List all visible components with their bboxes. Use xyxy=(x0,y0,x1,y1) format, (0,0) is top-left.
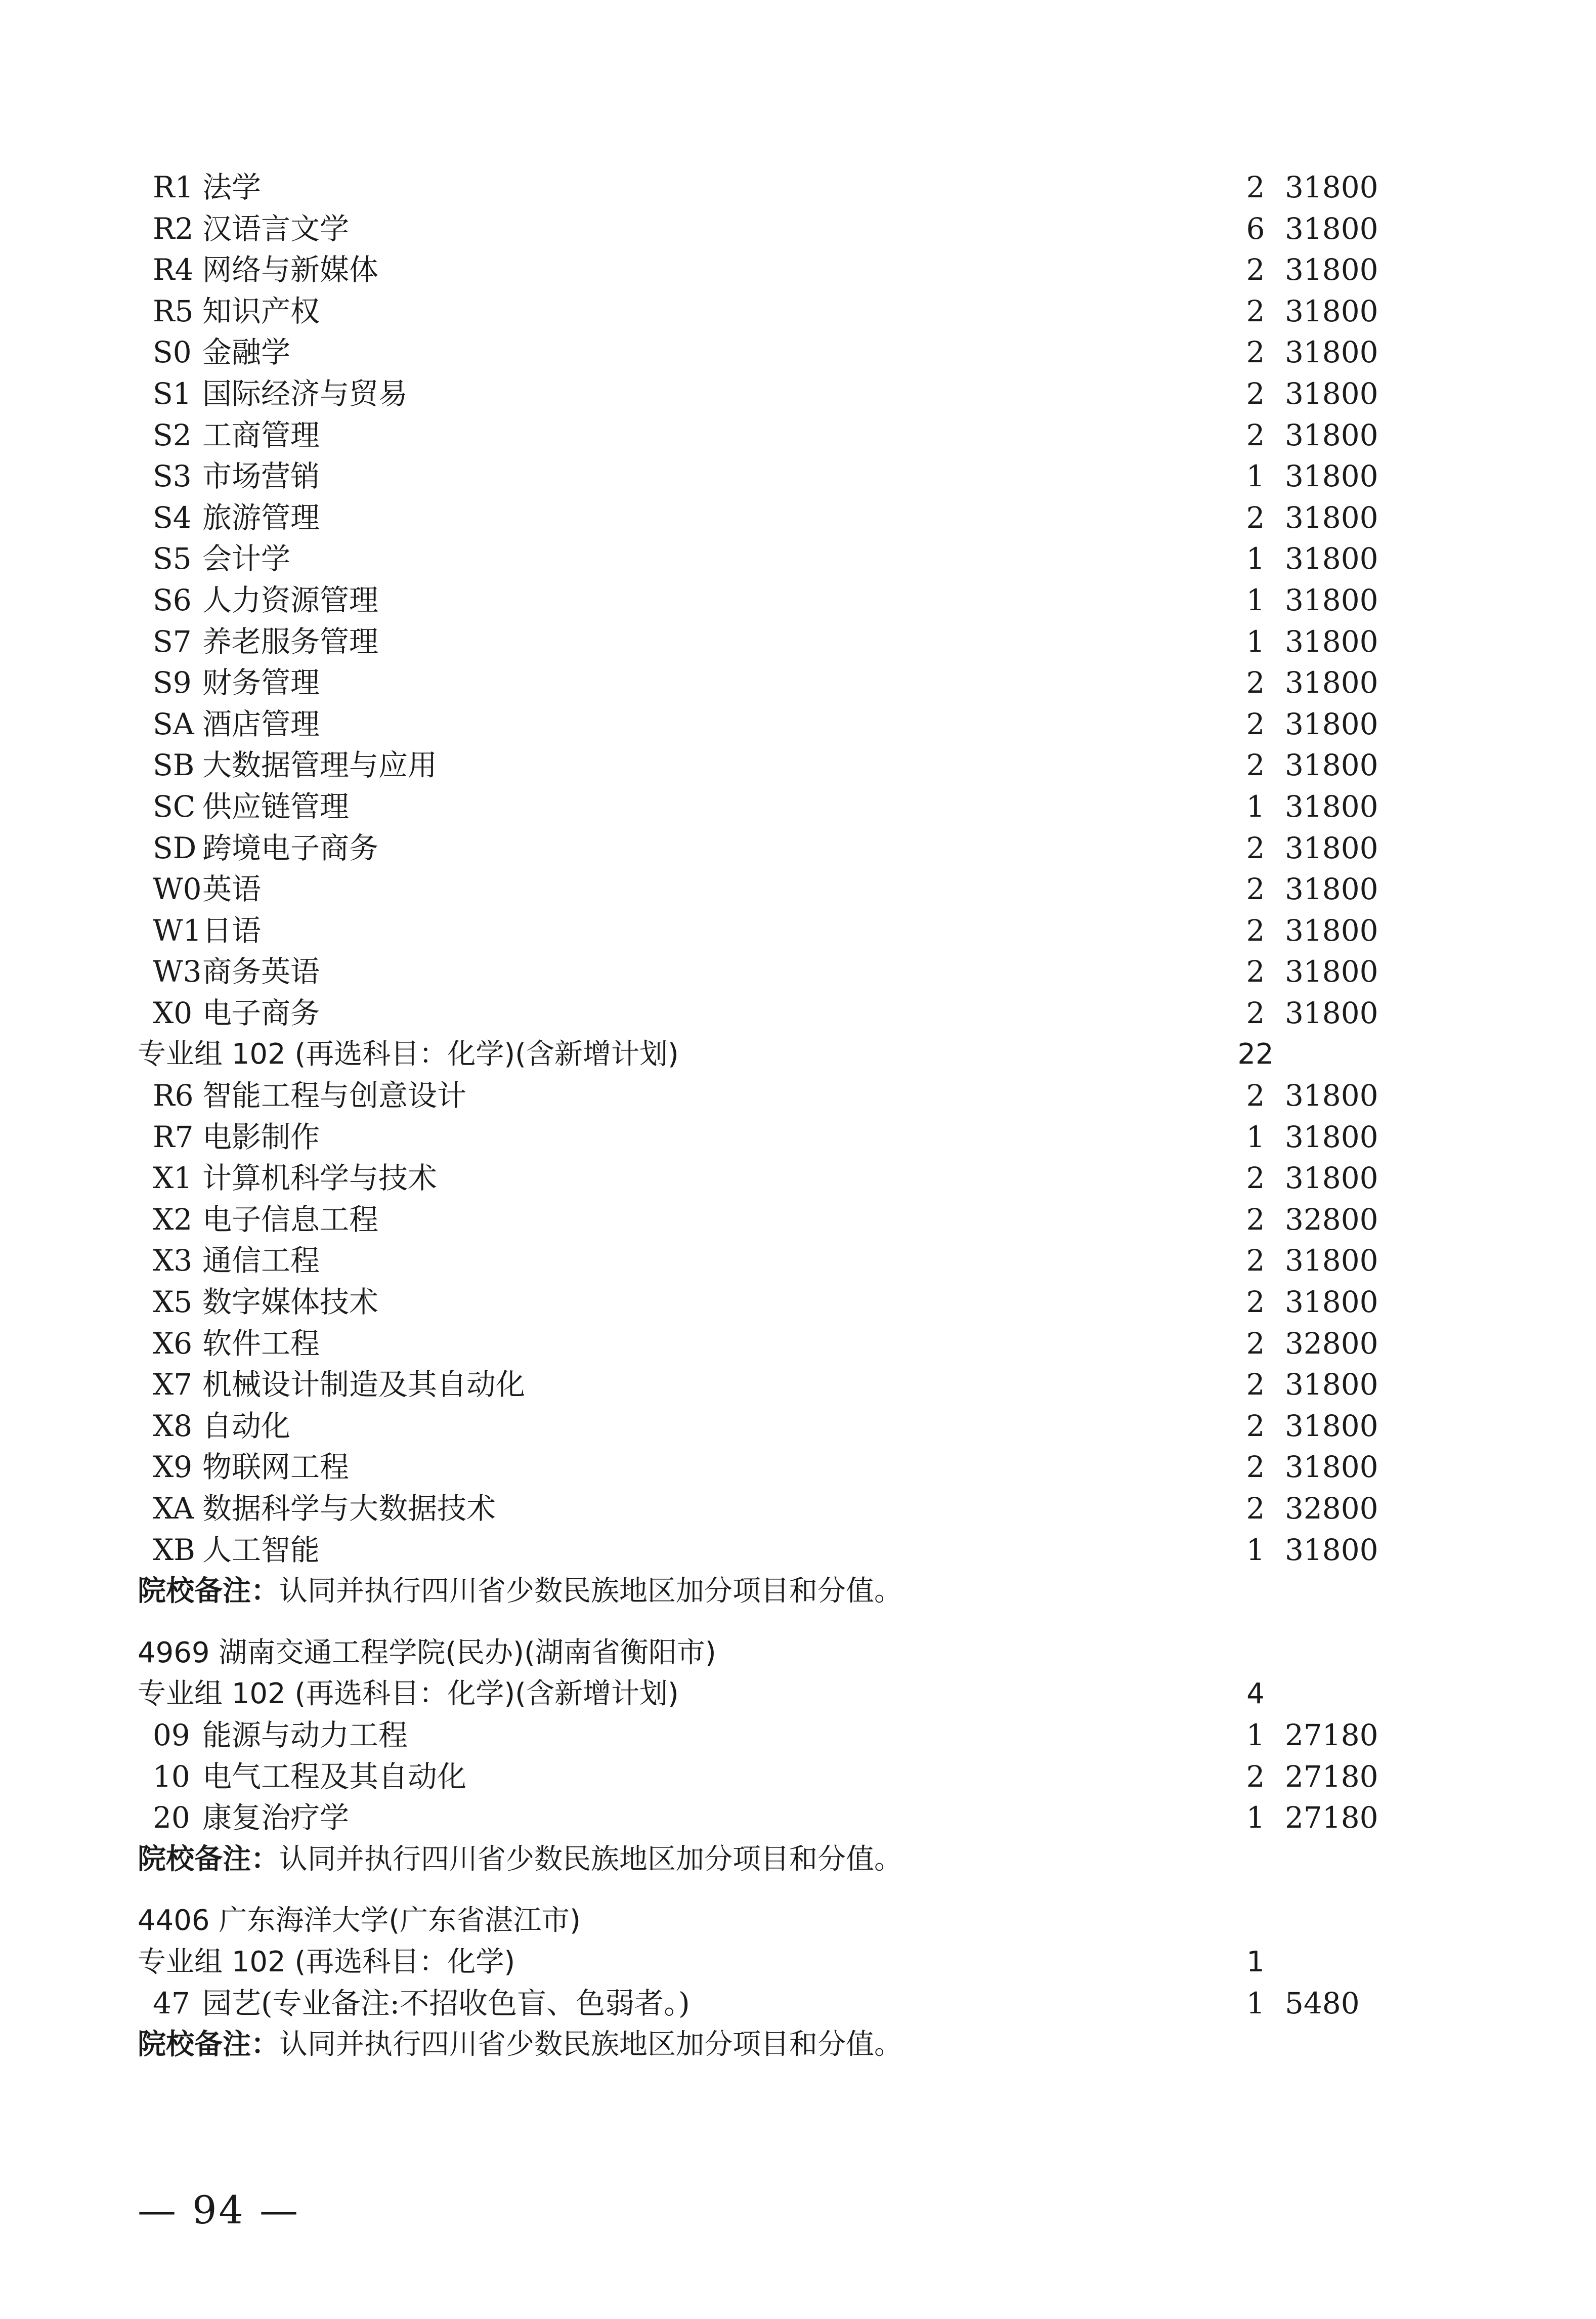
major-row xyxy=(138,951,1402,993)
major-fee: 31800 xyxy=(1285,1532,1378,1567)
major-name: 软件工程 xyxy=(202,1326,320,1361)
major-name: 电子商务 xyxy=(202,995,320,1030)
major-code: 47 xyxy=(153,1986,190,2020)
major-fee: 31800 xyxy=(1285,417,1378,452)
major-fee: 31800 xyxy=(1285,830,1378,865)
major-fee: 31800 xyxy=(1285,1161,1378,1196)
major-row xyxy=(138,415,1402,456)
major-row xyxy=(138,1715,1402,1756)
major-code: W3 xyxy=(153,954,202,989)
major-row xyxy=(138,1075,1402,1117)
major-code: R6 xyxy=(153,1078,194,1113)
major-fee: 31800 xyxy=(1285,1078,1378,1113)
major-row xyxy=(138,373,1402,415)
major-fee: 31800 xyxy=(1285,706,1378,741)
major-row xyxy=(138,208,1402,250)
major-code: XA xyxy=(153,1491,194,1526)
major-fee: 31800 xyxy=(1285,624,1378,659)
school-note xyxy=(138,2024,1402,2065)
major-count: 2 xyxy=(1246,748,1265,783)
major-fee: 31800 xyxy=(1285,913,1378,948)
major-count: 2 xyxy=(1246,1202,1265,1237)
major-fee: 31800 xyxy=(1285,748,1378,783)
major-code: SD xyxy=(153,830,197,865)
school-note-text: 认同并执行四川省少数民族地区加分项目和分值。 xyxy=(279,1842,902,1876)
major-code: 20 xyxy=(153,1800,190,1835)
major-count: 2 xyxy=(1246,1759,1265,1794)
major-code: S3 xyxy=(153,459,192,494)
major-name: 人力资源管理 xyxy=(202,582,379,617)
major-row xyxy=(138,1240,1402,1282)
major-code: SB xyxy=(153,748,195,783)
major-name: 养老服务管理 xyxy=(202,624,379,659)
major-name: 园艺(专业备注:不招收色盲、色弱者。) xyxy=(202,1986,690,2020)
major-row xyxy=(138,1117,1402,1158)
major-code: SC xyxy=(153,789,196,824)
major-count: 6 xyxy=(1246,211,1265,246)
major-name: 通信工程 xyxy=(202,1243,320,1278)
major-name: 自动化 xyxy=(202,1408,291,1443)
major-name: 财务管理 xyxy=(202,665,320,700)
major-fee: 31800 xyxy=(1285,1119,1378,1154)
major-name: 大数据管理与应用 xyxy=(202,748,438,783)
major-count: 2 xyxy=(1246,706,1265,741)
major-count: 2 xyxy=(1246,665,1265,700)
major-count: 2 xyxy=(1246,1450,1265,1485)
major-fee: 31800 xyxy=(1285,582,1378,617)
group-count: 22 xyxy=(1237,1038,1274,1071)
school-note-label: 院校备注： xyxy=(138,2028,279,2061)
major-count: 2 xyxy=(1246,335,1265,370)
major-fee: 31800 xyxy=(1285,995,1378,1030)
major-name: 人工智能 xyxy=(202,1532,320,1567)
major-count: 2 xyxy=(1246,1408,1265,1443)
major-name: 市场营销 xyxy=(202,459,320,494)
school-note-label: 院校备注： xyxy=(138,1575,279,1608)
major-fee: 31800 xyxy=(1285,211,1378,246)
major-name: 工商管理 xyxy=(202,417,320,452)
major-name: 电影制作 xyxy=(202,1119,320,1154)
major-count: 2 xyxy=(1246,1491,1265,1526)
major-count: 2 xyxy=(1246,872,1265,907)
major-count: 1 xyxy=(1246,1717,1265,1752)
major-count: 1 xyxy=(1246,1119,1265,1154)
major-code: S7 xyxy=(153,624,192,659)
major-code: X7 xyxy=(153,1367,193,1402)
major-code: X5 xyxy=(153,1285,193,1320)
major-row xyxy=(138,1282,1402,1323)
major-count: 2 xyxy=(1246,1078,1265,1113)
major-fee: 31800 xyxy=(1285,872,1378,907)
major-row xyxy=(138,621,1402,663)
major-row xyxy=(138,497,1402,539)
major-row xyxy=(138,745,1402,786)
major-fee: 5480 xyxy=(1285,1986,1360,2020)
major-fee: 31800 xyxy=(1285,500,1378,535)
major-row xyxy=(138,1406,1402,1447)
group-count: 1 xyxy=(1246,1945,1265,1978)
major-name: 英语 xyxy=(202,872,262,907)
major-fee: 27180 xyxy=(1285,1800,1378,1835)
major-code: S5 xyxy=(153,541,192,576)
major-name: 跨境电子商务 xyxy=(202,830,379,865)
major-count: 2 xyxy=(1246,1243,1265,1278)
major-row xyxy=(138,993,1402,1034)
major-fee: 31800 xyxy=(1285,541,1378,576)
major-count: 2 xyxy=(1246,376,1265,411)
major-fee: 31800 xyxy=(1285,293,1378,328)
school-note xyxy=(138,1839,1402,1880)
major-count: 1 xyxy=(1246,1532,1265,1567)
major-row xyxy=(138,1199,1402,1241)
major-code: X0 xyxy=(153,995,193,1030)
major-fee: 31800 xyxy=(1285,1450,1378,1485)
major-row xyxy=(138,1797,1402,1839)
major-count: 1 xyxy=(1246,1986,1265,2020)
major-code: 09 xyxy=(153,1717,190,1752)
major-fee: 31800 xyxy=(1285,789,1378,824)
major-row xyxy=(138,1530,1402,1571)
major-count: 2 xyxy=(1246,830,1265,865)
major-fee: 31800 xyxy=(1285,335,1378,370)
major-row xyxy=(138,249,1402,291)
major-count: 2 xyxy=(1246,913,1265,948)
major-fee: 31800 xyxy=(1285,1408,1378,1443)
major-count: 1 xyxy=(1246,582,1265,617)
major-fee: 31800 xyxy=(1285,376,1378,411)
major-fee: 31800 xyxy=(1285,954,1378,989)
major-row xyxy=(138,1447,1402,1488)
major-count: 1 xyxy=(1246,1800,1265,1835)
group-header xyxy=(138,1673,1402,1715)
major-name: 日语 xyxy=(202,913,262,948)
major-code: S6 xyxy=(153,582,192,617)
major-row xyxy=(138,828,1402,869)
major-fee: 27180 xyxy=(1285,1717,1378,1752)
major-fee: 31800 xyxy=(1285,1367,1378,1402)
major-name: 康复治疗学 xyxy=(202,1800,350,1835)
major-fee: 31800 xyxy=(1285,1285,1378,1320)
major-name: 旅游管理 xyxy=(202,500,320,535)
school-header xyxy=(138,1632,1402,1674)
major-count: 2 xyxy=(1246,252,1265,287)
major-fee: 32800 xyxy=(1285,1202,1378,1237)
major-code: W1 xyxy=(153,913,202,948)
major-row xyxy=(138,1364,1402,1406)
major-row xyxy=(138,580,1402,621)
group-count: 4 xyxy=(1246,1677,1265,1711)
major-fee: 31800 xyxy=(1285,252,1378,287)
major-row xyxy=(138,786,1402,828)
major-fee: 32800 xyxy=(1285,1491,1378,1526)
major-count: 1 xyxy=(1246,459,1265,494)
major-name: 电子信息工程 xyxy=(202,1202,379,1237)
major-name: 电气工程及其自动化 xyxy=(202,1759,467,1794)
major-name: 知识产权 xyxy=(202,293,320,328)
major-count: 2 xyxy=(1246,500,1265,535)
major-fee: 31800 xyxy=(1285,459,1378,494)
major-code: S0 xyxy=(153,335,192,370)
major-name: 数字媒体技术 xyxy=(202,1285,379,1320)
major-fee: 27180 xyxy=(1285,1759,1378,1794)
major-row xyxy=(138,1158,1402,1199)
major-row xyxy=(138,869,1402,910)
major-row xyxy=(138,1488,1402,1530)
group-name: 专业组 102 (再选科目：化学) xyxy=(138,1945,515,1978)
major-count: 1 xyxy=(1246,789,1265,824)
school-name: 4969 湖南交通工程学院(民办)(湖南省衡阳市) xyxy=(138,1636,716,1669)
major-count: 1 xyxy=(1246,541,1265,576)
major-name: 商务英语 xyxy=(202,954,320,989)
major-code: S1 xyxy=(153,376,192,411)
major-name: 数据科学与大数据技术 xyxy=(202,1491,496,1526)
major-code: X8 xyxy=(153,1408,193,1443)
major-code: X1 xyxy=(153,1161,193,1196)
major-count: 2 xyxy=(1246,1285,1265,1320)
major-row xyxy=(138,1756,1402,1798)
major-code: S2 xyxy=(153,417,192,452)
major-name: 计算机科学与技术 xyxy=(202,1161,438,1196)
school-note-label: 院校备注： xyxy=(138,1842,279,1876)
major-name: 机械设计制造及其自动化 xyxy=(202,1367,526,1402)
major-name: 供应链管理 xyxy=(202,789,350,824)
major-code: R1 xyxy=(153,170,194,204)
major-fee: 32800 xyxy=(1285,1326,1378,1361)
group-name: 专业组 102 (再选科目：化学)(含新增计划) xyxy=(138,1677,679,1711)
major-code: X3 xyxy=(153,1243,193,1278)
major-code: R5 xyxy=(153,293,194,328)
major-code: X6 xyxy=(153,1326,193,1361)
major-count: 2 xyxy=(1246,170,1265,204)
major-code: S4 xyxy=(153,500,192,535)
major-code: X9 xyxy=(153,1450,193,1485)
major-count: 2 xyxy=(1246,417,1265,452)
major-name: 物联网工程 xyxy=(202,1450,350,1485)
major-count: 2 xyxy=(1246,995,1265,1030)
major-code: X2 xyxy=(153,1202,193,1237)
major-code: SA xyxy=(153,706,194,741)
major-code: XB xyxy=(153,1532,195,1567)
major-row xyxy=(138,291,1402,332)
major-name: 会计学 xyxy=(202,541,291,576)
major-name: 智能工程与创意设计 xyxy=(202,1078,467,1113)
major-count: 2 xyxy=(1246,1161,1265,1196)
major-code: S9 xyxy=(153,665,192,700)
major-row xyxy=(138,538,1402,580)
school-header xyxy=(138,1900,1402,1942)
major-code: R2 xyxy=(153,211,194,246)
enrollment-plan-list xyxy=(138,167,1402,2065)
major-row xyxy=(138,1323,1402,1365)
major-count: 2 xyxy=(1246,954,1265,989)
major-count: 2 xyxy=(1246,1326,1265,1361)
major-count: 1 xyxy=(1246,624,1265,659)
major-count: 2 xyxy=(1246,1367,1265,1402)
section-spacer xyxy=(138,1880,1402,1900)
group-header xyxy=(138,1034,1402,1075)
major-code: 10 xyxy=(153,1759,190,1794)
major-name: 能源与动力工程 xyxy=(202,1717,408,1752)
major-fee: 31800 xyxy=(1285,170,1378,204)
major-row xyxy=(138,662,1402,704)
major-name: 酒店管理 xyxy=(202,706,320,741)
group-header xyxy=(138,1942,1402,1983)
major-row xyxy=(138,167,1402,208)
school-note xyxy=(138,1571,1402,1612)
major-fee: 31800 xyxy=(1285,665,1378,700)
major-code: W0 xyxy=(153,872,202,907)
major-row xyxy=(138,332,1402,373)
major-code: R7 xyxy=(153,1119,194,1154)
section-spacer xyxy=(138,1612,1402,1632)
major-row xyxy=(138,1983,1402,2025)
major-fee: 31800 xyxy=(1285,1243,1378,1278)
group-name: 专业组 102 (再选科目：化学)(含新增计划) xyxy=(138,1038,679,1071)
major-name: 汉语言文学 xyxy=(202,211,350,246)
school-note-text: 认同并执行四川省少数民族地区加分项目和分值。 xyxy=(279,2028,902,2061)
major-row xyxy=(138,910,1402,952)
major-count: 2 xyxy=(1246,293,1265,328)
major-name: 金融学 xyxy=(202,335,291,370)
page-number: — 94 — xyxy=(138,2187,300,2232)
major-code: R4 xyxy=(153,252,194,287)
school-note-text: 认同并执行四川省少数民族地区加分项目和分值。 xyxy=(279,1575,902,1608)
major-row xyxy=(138,704,1402,745)
major-name: 国际经济与贸易 xyxy=(202,376,408,411)
major-row xyxy=(138,456,1402,497)
school-name: 4406 广东海洋大学(广东省湛江市) xyxy=(138,1904,581,1937)
major-name: 法学 xyxy=(202,170,262,204)
major-name: 网络与新媒体 xyxy=(202,252,379,287)
